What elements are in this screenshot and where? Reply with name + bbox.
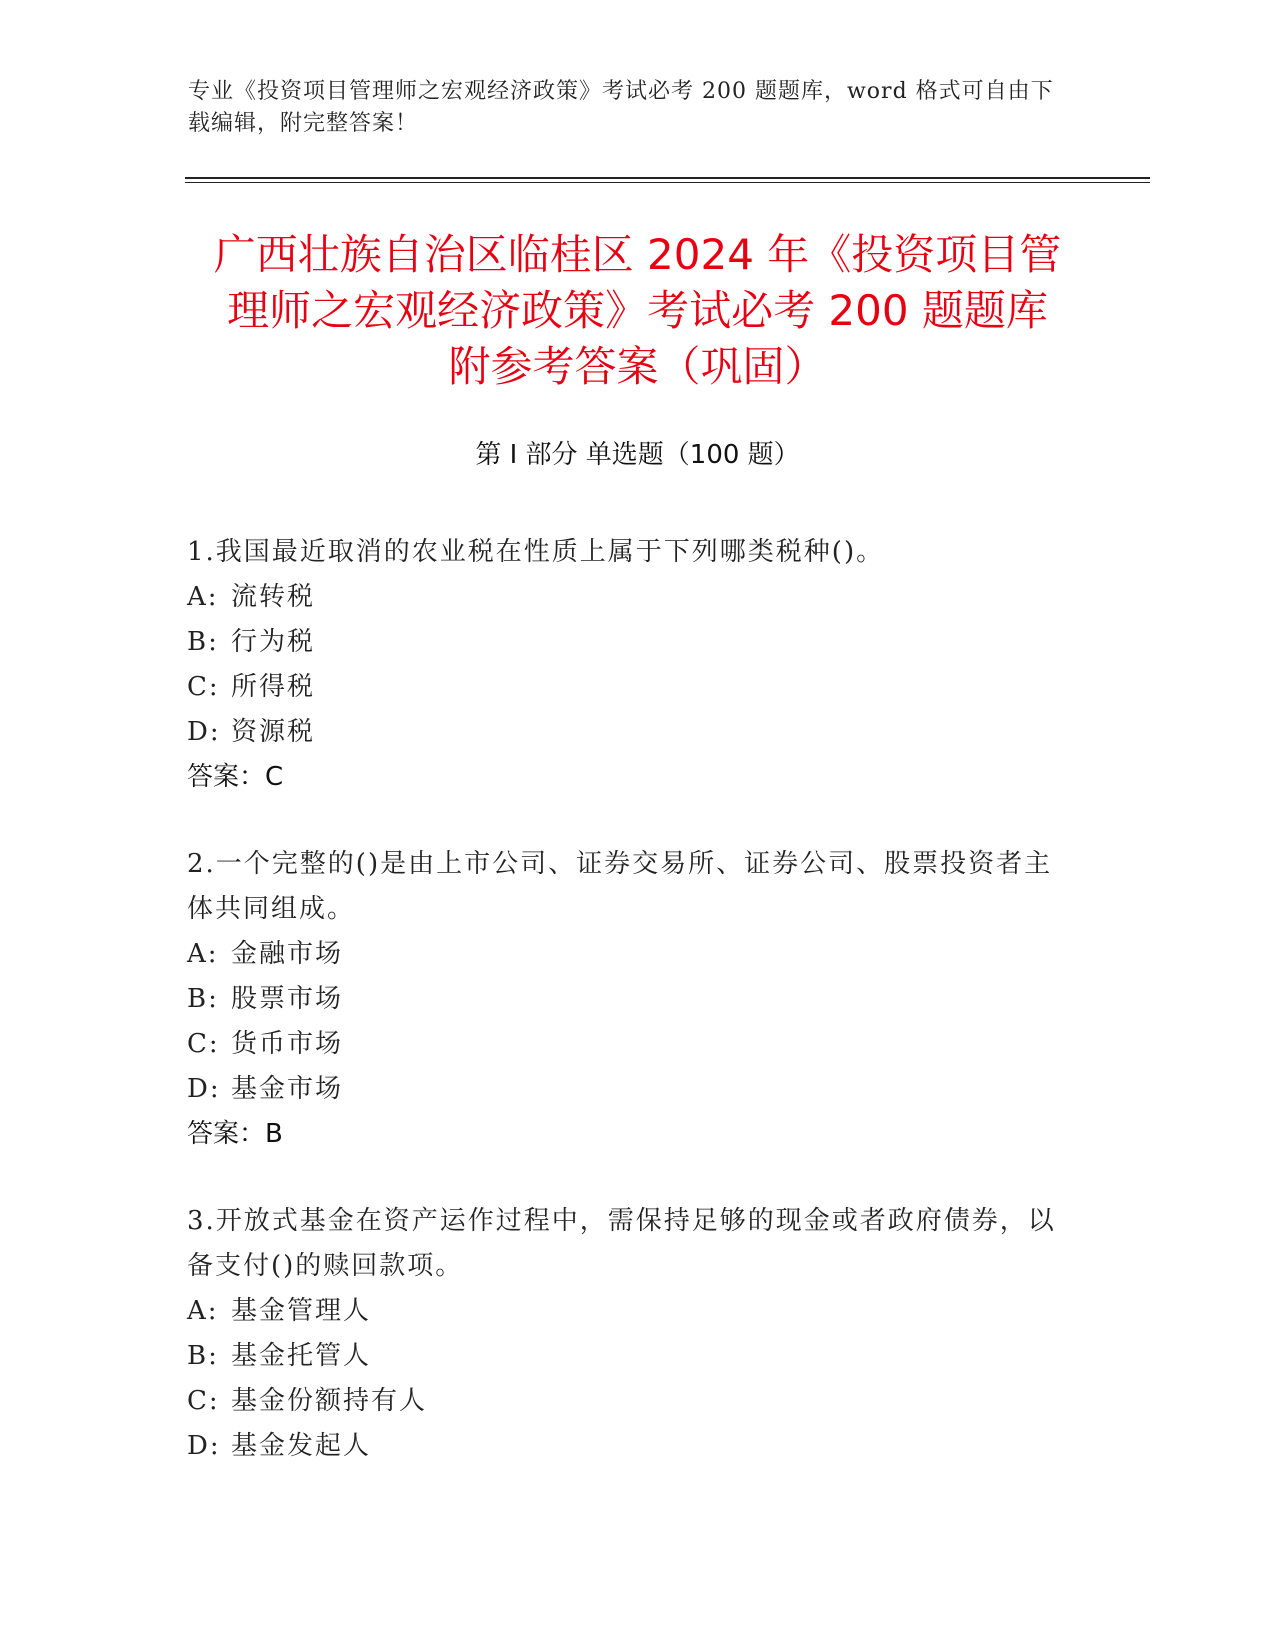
option-key: D: xyxy=(187,717,221,747)
answer-line: 答案：B xyxy=(187,1119,283,1149)
question-item xyxy=(187,530,1067,800)
question-list xyxy=(187,530,1067,1511)
option-c xyxy=(187,1022,1067,1067)
option-key: A: xyxy=(187,939,219,969)
option-key: B: xyxy=(187,627,219,657)
option-key: B: xyxy=(187,984,219,1014)
option-b xyxy=(187,620,1067,665)
title-line-3: 附参考答案（巩固） xyxy=(448,342,827,391)
option-b xyxy=(187,1334,1067,1379)
question-text: 2.一个完整的()是由上市公司、证券交易所、证券公司、股票投资者主体共同组成。 xyxy=(187,849,1053,924)
header-divider-thick xyxy=(185,177,1150,179)
option-key: C: xyxy=(187,1029,220,1059)
section-heading: 第 I 部分 单选题（100 题） xyxy=(475,440,800,470)
answer-line: 答案：C xyxy=(187,762,284,792)
option-b xyxy=(187,977,1067,1022)
option-text: 行为税 xyxy=(231,627,316,657)
option-text: 流转税 xyxy=(231,582,316,612)
option-text: 基金托管人 xyxy=(231,1341,372,1371)
question-item xyxy=(187,1199,1067,1469)
header-divider-thin xyxy=(185,182,1150,183)
option-a xyxy=(187,932,1067,977)
option-d xyxy=(187,710,1067,755)
option-c xyxy=(187,1379,1067,1424)
option-key: A: xyxy=(187,1296,219,1326)
option-text: 基金份额持有人 xyxy=(231,1386,428,1416)
option-key: D: xyxy=(187,1074,221,1104)
question-text: 3.开放式基金在资产运作过程中，需保持足够的现金或者政府债券，以备支付()的赎回款项。 xyxy=(187,1206,1056,1281)
option-key: B: xyxy=(187,1341,219,1371)
title-line-1: 广西壮族自治区临桂区 2024 年《投资项目管 xyxy=(213,230,1062,279)
header-note: 专业《投资项目管理师之宏观经济政策》考试必考 200 题题库，word 格式可自由下载编辑，附完整答案！ xyxy=(188,79,1054,136)
question-text: 1.我国最近取消的农业税在性质上属于下列哪类税种()。 xyxy=(187,537,885,567)
option-text: 所得税 xyxy=(231,672,316,702)
option-text: 股票市场 xyxy=(231,984,344,1014)
question-item xyxy=(187,842,1067,1157)
option-text: 金融市场 xyxy=(231,939,344,969)
option-text: 货币市场 xyxy=(231,1029,344,1059)
option-key: C: xyxy=(187,672,220,702)
title-line-2: 理师之宏观经济政策》考试必考 200 题题库 xyxy=(227,286,1048,335)
option-text: 资源税 xyxy=(231,717,316,747)
option-key: A: xyxy=(187,582,219,612)
option-text: 基金市场 xyxy=(231,1074,344,1104)
option-text: 基金发起人 xyxy=(231,1431,372,1461)
option-text: 基金管理人 xyxy=(231,1296,372,1326)
option-a xyxy=(187,1289,1067,1334)
option-key: C: xyxy=(187,1386,220,1416)
option-c xyxy=(187,665,1067,710)
option-a xyxy=(187,575,1067,620)
document-title xyxy=(170,227,1105,395)
option-d xyxy=(187,1067,1067,1112)
option-d xyxy=(187,1424,1067,1469)
option-key: D: xyxy=(187,1431,221,1461)
